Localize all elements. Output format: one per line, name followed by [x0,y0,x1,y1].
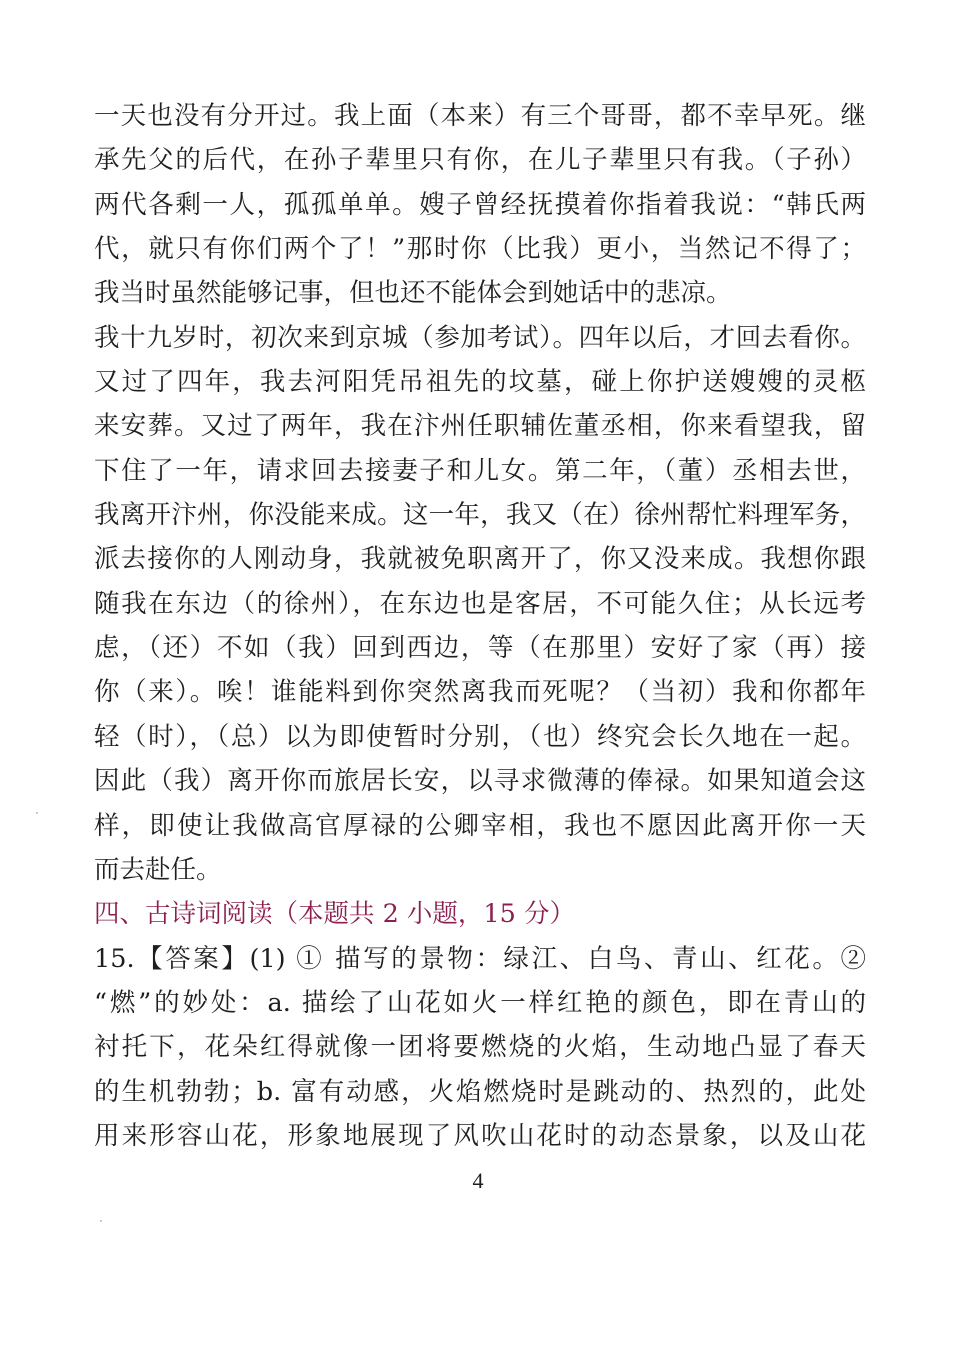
text-line: 承先父的后代，在孙子辈里只有你，在儿子辈里只有我。（子孙） [94,145,866,176]
scan-speck [36,812,38,814]
text-line: 虑，（还）不如（我）回到西边，等（在那里）安好了家（再）接 [94,633,866,664]
text-line: 派去接你的人刚动身，我就被免职离开了，你又没来成。我想你跟 [94,544,866,575]
text-line: 的生机勃勃；b. 富有动感，火焰燃烧时是跳动的、热烈的，此处 [94,1076,866,1107]
text-line: 而去赴任。 [94,854,222,885]
text-line: 来安葬。又过了两年，我在汴州任职辅佐董丞相，你来看望我，留 [94,411,866,442]
text-line: 你（来）。唉！谁能料到你突然离我而死呢？（当初）我和你都年 [94,677,866,708]
text-line: 用来形容山花，形象地展现了风吹山花时的动态景象，以及山花 [94,1120,866,1151]
text-line: 又过了四年，我去河阳凭吊祖先的坟墓，碰上你护送嫂嫂的灵柩 [94,367,866,398]
text-line: 下住了一年，请求回去接妻子和儿女。第二年，（董）丞相去世， [94,455,866,486]
text-line: 随我在东边（的徐州），在东边也是客居，不可能久住；从长远考 [94,588,866,619]
page-number: 4 [472,1168,484,1193]
text-line: 代，就只有你们两个了！”那时你（比我）更小，当然记不得了； [94,234,866,265]
text-line: 一天也没有分开过。我上面（本来）有三个哥哥，都不幸早死。继 [94,101,866,131]
text-line: 两代各剩一人，孤孤单单。嫂子曾经抚摸着你指着我说：“韩氏两 [94,189,866,220]
text-line: 我离开汴州，你没能来成。这一年，我又（在）徐州帮忙料理军务， [94,500,866,531]
text-line: “燃”的妙处：a. 描绘了山花如火一样红艳的颜色，即在青山的 [94,987,866,1018]
text-line: 因此（我）离开你而旅居长安，以寻求微薄的俸禄。如果知道会这 [94,766,866,797]
scan-speck [100,1220,102,1222]
section-heading: 四、古诗词阅读（本题共 2 小题，15 分） [94,899,575,930]
text-line: 我当时虽然能够记事，但也还不能体会到她话中的悲凉。 [94,278,732,309]
text-line: 样，即使让我做高官厚禄的公卿宰相，我也不愿因此离开你一天 [94,810,866,841]
answer-15 [94,937,866,1159]
paragraph-1 [94,94,866,316]
paragraph-2 [94,316,866,892]
text-line: 衬托下，花朵红得就像一团将要燃烧的火焰，生动地凸显了春天 [94,1032,866,1063]
text-line: 我十九岁时，初次来到京城（参加考试）。四年以后，才回去看你。 [94,322,866,353]
body-text [94,94,866,1158]
text-line: 轻（时），（总）以为即使暂时分别，（也）终究会长久地在一起。 [94,721,866,752]
text-line: 15.【答案】(1) ① 描写的景物：绿江、白鸟、青山、红花。② [94,943,866,974]
